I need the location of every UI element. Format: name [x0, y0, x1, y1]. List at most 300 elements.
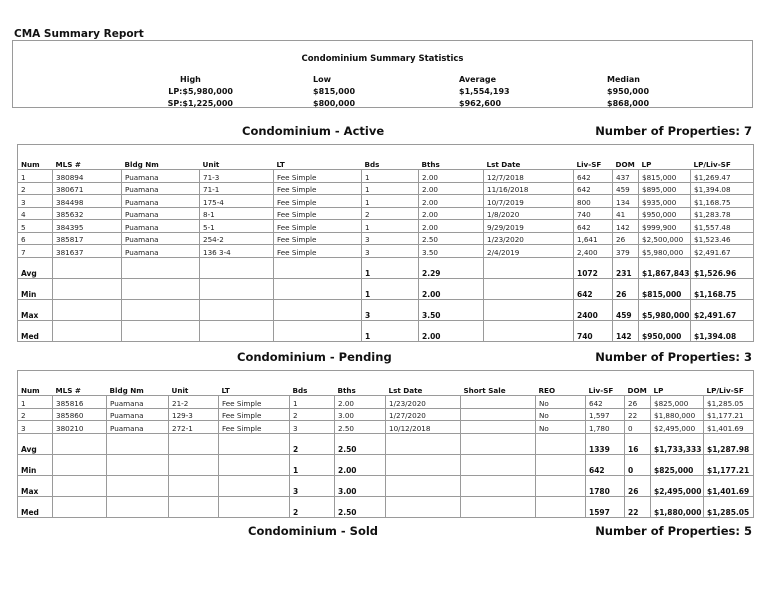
cell-unit: 136 3-4 [200, 245, 274, 258]
stat-value: $1,394.08 [691, 320, 754, 341]
property-count-active: Number of Properties: 7 [595, 124, 752, 138]
table-row [18, 396, 754, 409]
cell-mls: 381637 [53, 245, 122, 258]
cell-dom: 379 [613, 245, 639, 258]
stat-value [122, 299, 200, 320]
cell-mls: 380210 [53, 421, 107, 434]
column-header: LT [219, 383, 290, 396]
cell-num: 3 [18, 195, 53, 208]
stat-value [219, 496, 290, 517]
cell-lt: Fee Simple [274, 195, 362, 208]
cell-bds: 3 [362, 245, 419, 258]
stat-value [122, 257, 200, 278]
cell-lst-date: 1/23/2020 [484, 232, 574, 245]
stat-value [461, 475, 536, 496]
cell-bds: 3 [362, 232, 419, 245]
cell-bths: 2.50 [335, 421, 386, 434]
cell-bds: 1 [290, 396, 335, 409]
cell-num: 2 [18, 408, 53, 421]
stats-row-min [18, 278, 754, 299]
summary-col-header: Low [313, 75, 331, 84]
stat-value [274, 299, 362, 320]
cell-lst-date: 11/16/2018 [484, 182, 574, 195]
stat-value [461, 454, 536, 475]
table-row [18, 245, 754, 258]
table-top-spacer [18, 145, 754, 158]
cell-num: 2 [18, 182, 53, 195]
stat-value: $1,867,843 [639, 257, 691, 278]
stat-value: 2 [290, 433, 335, 454]
stat-value: $815,000 [639, 278, 691, 299]
cell-lst-date: 9/29/2019 [484, 220, 574, 233]
stat-value [386, 475, 461, 496]
cell-lp: $1,880,000 [651, 408, 704, 421]
stat-value: 26 [625, 475, 651, 496]
cell-bds: 1 [362, 220, 419, 233]
stat-value: 0 [625, 454, 651, 475]
stat-value: $825,000 [651, 454, 704, 475]
cell-lp: $2,495,000 [651, 421, 704, 434]
cell-mls: 385860 [53, 408, 107, 421]
section-title-active: Condominium - Active [242, 124, 385, 138]
stat-value: 459 [613, 299, 639, 320]
column-header: Bths [419, 157, 484, 170]
column-header: MLS # [53, 157, 122, 170]
column-header: Liv-SF [574, 157, 613, 170]
column-header: LT [274, 157, 362, 170]
stat-value: 1072 [574, 257, 613, 278]
stat-value [219, 433, 290, 454]
stat-value: $1,526.96 [691, 257, 754, 278]
cell-lp: $895,000 [639, 182, 691, 195]
stat-value: 16 [625, 433, 651, 454]
stat-label: Med [18, 320, 53, 341]
stat-value [53, 257, 122, 278]
column-header: LP [651, 383, 704, 396]
stat-value [386, 454, 461, 475]
stat-value: $1,880,000 [651, 496, 704, 517]
stats-row-min [18, 454, 754, 475]
table-row [18, 182, 754, 195]
stat-value [200, 299, 274, 320]
cell-lp-liv-sf: $1,177.21 [704, 408, 754, 421]
stat-value [53, 475, 107, 496]
stat-value [536, 433, 586, 454]
stats-row-med [18, 496, 754, 517]
cell-lt: Fee Simple [219, 408, 290, 421]
cell-num: 6 [18, 232, 53, 245]
stat-value: 1597 [586, 496, 625, 517]
stat-value [53, 496, 107, 517]
pending-listings-table [17, 370, 754, 518]
column-header: Bds [290, 383, 335, 396]
cell-dom: 26 [613, 232, 639, 245]
cell-lt: Fee Simple [274, 220, 362, 233]
cell-liv-sf: 642 [574, 170, 613, 183]
stat-value [536, 496, 586, 517]
summary-heading: Condominium Summary Statistics [301, 54, 464, 64]
cell-dom: 459 [613, 182, 639, 195]
stat-value [53, 299, 122, 320]
column-header: DOM [613, 157, 639, 170]
stat-value [200, 278, 274, 299]
cell-lt: Fee Simple [219, 421, 290, 434]
cell-liv-sf: 800 [574, 195, 613, 208]
stat-value [107, 496, 169, 517]
cell-unit: 5-1 [200, 220, 274, 233]
cell-lp: $999,900 [639, 220, 691, 233]
stat-value: 740 [574, 320, 613, 341]
stat-label: Max [18, 299, 53, 320]
cell-bths: 2.00 [419, 220, 484, 233]
column-header: LP [639, 157, 691, 170]
cell-bths: 2.00 [335, 396, 386, 409]
column-header: Bths [335, 383, 386, 396]
cell-bths: 3.50 [419, 245, 484, 258]
stat-value [169, 433, 219, 454]
column-header: Bldg Nm [107, 383, 169, 396]
stats-row-avg [18, 257, 754, 278]
cell-bths: 2.00 [419, 170, 484, 183]
stat-value: 642 [586, 454, 625, 475]
stats-row-max [18, 475, 754, 496]
stats-row-med [18, 320, 754, 341]
stat-value [484, 257, 574, 278]
cell-mls: 380894 [53, 170, 122, 183]
cell-unit: 129-3 [169, 408, 219, 421]
cell-lst-date: 10/7/2019 [484, 195, 574, 208]
stats-row-avg [18, 433, 754, 454]
cell-lp-liv-sf: $1,283.78 [691, 207, 754, 220]
stat-value: 1 [362, 257, 419, 278]
cell-lp: $2,500,000 [639, 232, 691, 245]
cell-bths: 2.00 [419, 182, 484, 195]
stat-value [122, 320, 200, 341]
stat-value [53, 278, 122, 299]
stat-value: 1780 [586, 475, 625, 496]
cell-dom: 437 [613, 170, 639, 183]
cell-short-sale [461, 421, 536, 434]
cell-lp-liv-sf: $1,269.47 [691, 170, 754, 183]
cell-unit: 175-4 [200, 195, 274, 208]
cell-lst-date: 2/4/2019 [484, 245, 574, 258]
cell-reo: No [536, 421, 586, 434]
stat-value [122, 278, 200, 299]
cell-bds: 2 [362, 207, 419, 220]
summary-statistics-panel [12, 40, 753, 108]
summary-col-average [459, 74, 510, 110]
stat-value: 26 [613, 278, 639, 299]
cell-liv-sf: 740 [574, 207, 613, 220]
cell-unit: 21-2 [169, 396, 219, 409]
cell-lt: Fee Simple [219, 396, 290, 409]
summary-lp-average: $1,554,193 [459, 87, 510, 96]
stat-value: $5,980,000 [639, 299, 691, 320]
stat-label: Avg [18, 433, 53, 454]
column-header: Unit [200, 157, 274, 170]
cell-dom: 142 [613, 220, 639, 233]
cell-bths: 2.00 [419, 207, 484, 220]
stat-value: $1,177.21 [704, 454, 754, 475]
stat-value [536, 475, 586, 496]
column-header: Lst Date [386, 383, 461, 396]
column-header: Short Sale [461, 383, 536, 396]
stat-value: 2400 [574, 299, 613, 320]
stat-value: 2.50 [335, 433, 386, 454]
table-row [18, 408, 754, 421]
stat-label: Max [18, 475, 53, 496]
stat-value [107, 433, 169, 454]
cell-lst-date: 10/12/2018 [386, 421, 461, 434]
stat-value [484, 320, 574, 341]
cell-dom: 134 [613, 195, 639, 208]
column-header: Bldg Nm [122, 157, 200, 170]
summary-sp-high: SP:$1,225,000 [167, 99, 233, 108]
stat-value [219, 454, 290, 475]
stat-value [169, 475, 219, 496]
summary-lp-low: $815,000 [313, 87, 356, 96]
stat-value [274, 320, 362, 341]
stat-value [484, 278, 574, 299]
cell-lp: $5,980,000 [639, 245, 691, 258]
stat-value [274, 257, 362, 278]
cell-liv-sf: 2,400 [574, 245, 613, 258]
active-listings-table [17, 144, 754, 342]
cell-lt: Fee Simple [274, 245, 362, 258]
table-row [18, 207, 754, 220]
cell-liv-sf: 642 [574, 182, 613, 195]
stat-value [53, 320, 122, 341]
cell-num: 5 [18, 220, 53, 233]
stat-value: 2.00 [335, 454, 386, 475]
stat-value: $2,491.67 [691, 299, 754, 320]
stat-value: 3.50 [419, 299, 484, 320]
property-count-sold: Number of Properties: 5 [595, 524, 752, 538]
property-count-pending: Number of Properties: 3 [595, 350, 752, 364]
cell-num: 7 [18, 245, 53, 258]
cell-mls: 384498 [53, 195, 122, 208]
stat-value [219, 475, 290, 496]
cell-unit: 71-1 [200, 182, 274, 195]
cell-lp: $950,000 [639, 207, 691, 220]
cell-mls: 385632 [53, 207, 122, 220]
table-row [18, 220, 754, 233]
stat-value [484, 299, 574, 320]
cell-lp-liv-sf: $1,285.05 [704, 396, 754, 409]
cell-bths: 2.50 [419, 232, 484, 245]
cell-dom: 26 [625, 396, 651, 409]
cell-num: 1 [18, 170, 53, 183]
cell-lp-liv-sf: $2,491.67 [691, 245, 754, 258]
cell-lp: $935,000 [639, 195, 691, 208]
cell-num: 1 [18, 396, 53, 409]
cell-bldg-nm: Puamana [122, 220, 200, 233]
stat-value: 2.29 [419, 257, 484, 278]
cell-num: 4 [18, 207, 53, 220]
stat-value [461, 496, 536, 517]
stat-value: $1,285.05 [704, 496, 754, 517]
cell-lp-liv-sf: $1,394.08 [691, 182, 754, 195]
summary-col-median [607, 74, 649, 110]
cell-bds: 2 [290, 408, 335, 421]
summary-col-low [313, 74, 355, 110]
cell-unit: 8-1 [200, 207, 274, 220]
summary-sp-average: $962,600 [459, 99, 502, 108]
stat-value: $950,000 [639, 320, 691, 341]
table-header-row [18, 157, 754, 170]
stat-value [386, 433, 461, 454]
column-header: Bds [362, 157, 419, 170]
cell-bldg-nm: Puamana [122, 182, 200, 195]
column-header: Liv-SF [586, 383, 625, 396]
cell-bths: 3.00 [335, 408, 386, 421]
stat-value: 231 [613, 257, 639, 278]
cell-bldg-nm: Puamana [122, 207, 200, 220]
stat-label: Min [18, 278, 53, 299]
stat-value: 142 [613, 320, 639, 341]
cell-mls: 384395 [53, 220, 122, 233]
stat-value: 1 [362, 278, 419, 299]
cell-mls: 385816 [53, 396, 107, 409]
stat-label: Med [18, 496, 53, 517]
cell-lst-date: 1/8/2020 [484, 207, 574, 220]
stat-value: 642 [574, 278, 613, 299]
cell-liv-sf: 1,597 [586, 408, 625, 421]
cell-num: 3 [18, 421, 53, 434]
cell-lp: $825,000 [651, 396, 704, 409]
stat-value: 1 [290, 454, 335, 475]
stat-value: 1 [362, 320, 419, 341]
cell-unit: 71-3 [200, 170, 274, 183]
stat-value [169, 454, 219, 475]
cell-lp-liv-sf: $1,401.69 [704, 421, 754, 434]
stat-value: 2.00 [419, 320, 484, 341]
stat-value [386, 496, 461, 517]
cell-bldg-nm: Puamana [107, 408, 169, 421]
cell-bths: 2.00 [419, 195, 484, 208]
cell-reo: No [536, 408, 586, 421]
cell-bldg-nm: Puamana [122, 195, 200, 208]
cell-dom: 41 [613, 207, 639, 220]
cell-lp-liv-sf: $1,523.46 [691, 232, 754, 245]
table-row [18, 170, 754, 183]
cell-liv-sf: 642 [586, 396, 625, 409]
summary-lp-median: $950,000 [607, 87, 650, 96]
cell-bldg-nm: Puamana [122, 245, 200, 258]
cell-bds: 1 [362, 195, 419, 208]
stat-value [107, 475, 169, 496]
summary-col-header: High [180, 75, 201, 84]
stat-value: 22 [625, 496, 651, 517]
column-header: Unit [169, 383, 219, 396]
stat-value [274, 278, 362, 299]
table-header-row [18, 383, 754, 396]
stat-value: 1339 [586, 433, 625, 454]
column-header: DOM [625, 383, 651, 396]
cell-unit: 272-1 [169, 421, 219, 434]
cell-liv-sf: 1,641 [574, 232, 613, 245]
section-title-sold: Condominium - Sold [248, 524, 379, 538]
cell-lt: Fee Simple [274, 170, 362, 183]
cell-lt: Fee Simple [274, 182, 362, 195]
summary-col-header: Median [607, 75, 640, 84]
column-header: Lst Date [484, 157, 574, 170]
column-header: REO [536, 383, 586, 396]
stat-value [536, 454, 586, 475]
stat-value [200, 320, 274, 341]
summary-sp-median: $868,000 [607, 99, 650, 108]
stats-row-max [18, 299, 754, 320]
stat-value [53, 454, 107, 475]
cell-mls: 380671 [53, 182, 122, 195]
stat-label: Avg [18, 257, 53, 278]
column-header: MLS # [53, 383, 107, 396]
cell-unit: 254-2 [200, 232, 274, 245]
cell-reo: No [536, 396, 586, 409]
summary-lp-high: LP:$5,980,000 [168, 87, 233, 96]
cell-liv-sf: 1,780 [586, 421, 625, 434]
cell-lst-date: 1/27/2020 [386, 408, 461, 421]
summary-sp-low: $800,000 [313, 99, 356, 108]
stat-value [169, 496, 219, 517]
table-top-spacer [18, 371, 754, 384]
stat-value: 2 [290, 496, 335, 517]
cell-mls: 385817 [53, 232, 122, 245]
stat-value [53, 433, 107, 454]
cell-lst-date: 1/23/2020 [386, 396, 461, 409]
column-header: LP/Liv-SF [704, 383, 754, 396]
cell-lt: Fee Simple [274, 207, 362, 220]
cell-lt: Fee Simple [274, 232, 362, 245]
column-header: Num [18, 157, 53, 170]
stat-label: Min [18, 454, 53, 475]
cell-liv-sf: 642 [574, 220, 613, 233]
stat-value [200, 257, 274, 278]
cell-dom: 22 [625, 408, 651, 421]
stat-value: 2.50 [335, 496, 386, 517]
cell-lst-date: 12/7/2018 [484, 170, 574, 183]
summary-col-header: Average [459, 75, 497, 84]
cell-bldg-nm: Puamana [122, 232, 200, 245]
cell-dom: 0 [625, 421, 651, 434]
table-row [18, 195, 754, 208]
column-header: LP/Liv-SF [691, 157, 754, 170]
stat-value [461, 433, 536, 454]
summary-col-high [148, 74, 233, 110]
cell-bldg-nm: Puamana [107, 396, 169, 409]
cell-bldg-nm: Puamana [122, 170, 200, 183]
stat-value: $1,733,333 [651, 433, 704, 454]
section-title-pending: Condominium - Pending [237, 350, 392, 364]
stat-value [107, 454, 169, 475]
cell-lp: $815,000 [639, 170, 691, 183]
stat-value: 2.00 [419, 278, 484, 299]
cell-bds: 1 [362, 182, 419, 195]
table-row [18, 421, 754, 434]
stat-value: $1,401.69 [704, 475, 754, 496]
cell-bds: 1 [362, 170, 419, 183]
cell-lp-liv-sf: $1,557.48 [691, 220, 754, 233]
cell-lp-liv-sf: $1,168.75 [691, 195, 754, 208]
stat-value: 3 [290, 475, 335, 496]
table-row [18, 232, 754, 245]
stat-value: $1,287.98 [704, 433, 754, 454]
stat-value: $2,495,000 [651, 475, 704, 496]
report-title: CMA Summary Report [14, 28, 144, 40]
cell-bldg-nm: Puamana [107, 421, 169, 434]
cell-short-sale [461, 396, 536, 409]
column-header: Num [18, 383, 53, 396]
